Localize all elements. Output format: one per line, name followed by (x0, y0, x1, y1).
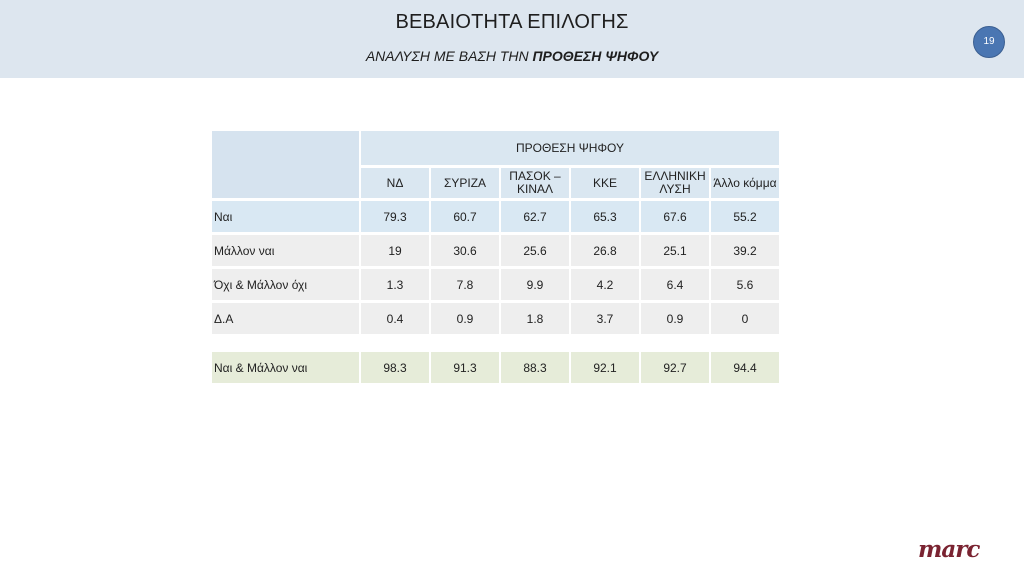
column-header: ΣΥΡΙΖΑ (431, 168, 499, 198)
page-subtitle (0, 48, 1024, 64)
column-header: ΠΑΣΟΚ – ΚΙΝΑΛ (501, 168, 569, 198)
row-spacer (212, 337, 779, 349)
table-cell: 5.6 (711, 269, 779, 300)
table-cell: 19 (361, 235, 429, 266)
column-header: ΝΔ (361, 168, 429, 198)
header-band (0, 0, 1024, 78)
table-cell: 7.8 (431, 269, 499, 300)
table-cell: 62.7 (501, 201, 569, 232)
table-cell: 94.4 (711, 352, 779, 383)
subtitle-emphasis: ΠΡΟΘΕΣΗ ΨΗΦΟΥ (532, 48, 659, 64)
table-row (212, 269, 779, 300)
page-number-badge: 19 (973, 26, 1005, 58)
table-cell: 0.4 (361, 303, 429, 334)
table-cell: 0.9 (431, 303, 499, 334)
corner-blank-cell (212, 131, 359, 198)
table-cell: 4.2 (571, 269, 639, 300)
table-cell: 79.3 (361, 201, 429, 232)
table-cell: 60.7 (431, 201, 499, 232)
row-label: Ναι & Μάλλον ναι (212, 352, 359, 383)
table-cell: 67.6 (641, 201, 709, 232)
column-header: ΕΛΛΗΝΙΚΗ ΛΥΣΗ (641, 168, 709, 198)
row-label: Μάλλον ναι (212, 235, 359, 266)
column-header: ΚΚΕ (571, 168, 639, 198)
marc-logo: marc (918, 536, 980, 563)
table-cell: 30.6 (431, 235, 499, 266)
table-cell: 65.3 (571, 201, 639, 232)
table-cell: 1.8 (501, 303, 569, 334)
table-cell: 9.9 (501, 269, 569, 300)
group-header: ΠΡΟΘΕΣΗ ΨΗΦΟΥ (361, 131, 779, 165)
row-label: Όχι & Μάλλον όχι (212, 269, 359, 300)
table-cell: 0.9 (641, 303, 709, 334)
table-row (212, 303, 779, 334)
column-header: Άλλο κόμμα (711, 168, 779, 198)
total-row (212, 352, 779, 383)
table-cell: 1.3 (361, 269, 429, 300)
page-title: ΒΕΒΑΙΟΤΗΤΑ ΕΠΙΛΟΓΗΣ (395, 11, 629, 33)
table-cell: 25.6 (501, 235, 569, 266)
table-cell: 25.1 (641, 235, 709, 266)
row-label: Δ.Α (212, 303, 359, 334)
table-cell: 98.3 (361, 352, 429, 383)
table-cell: 39.2 (711, 235, 779, 266)
table-cell: 92.7 (641, 352, 709, 383)
table-row (212, 201, 779, 232)
results-table (210, 128, 781, 386)
table-cell: 3.7 (571, 303, 639, 334)
table-cell: 0 (711, 303, 779, 334)
table-cell: 6.4 (641, 269, 709, 300)
subtitle-prefix: ΑΝΑΛΥΣΗ ΜΕ ΒΑΣΗ ΤΗΝ (365, 48, 529, 64)
row-label: Ναι (212, 201, 359, 232)
table-cell: 91.3 (431, 352, 499, 383)
table-cell: 92.1 (571, 352, 639, 383)
table-row (212, 235, 779, 266)
table-cell: 88.3 (501, 352, 569, 383)
table-cell: 26.8 (571, 235, 639, 266)
table-cell: 55.2 (711, 201, 779, 232)
